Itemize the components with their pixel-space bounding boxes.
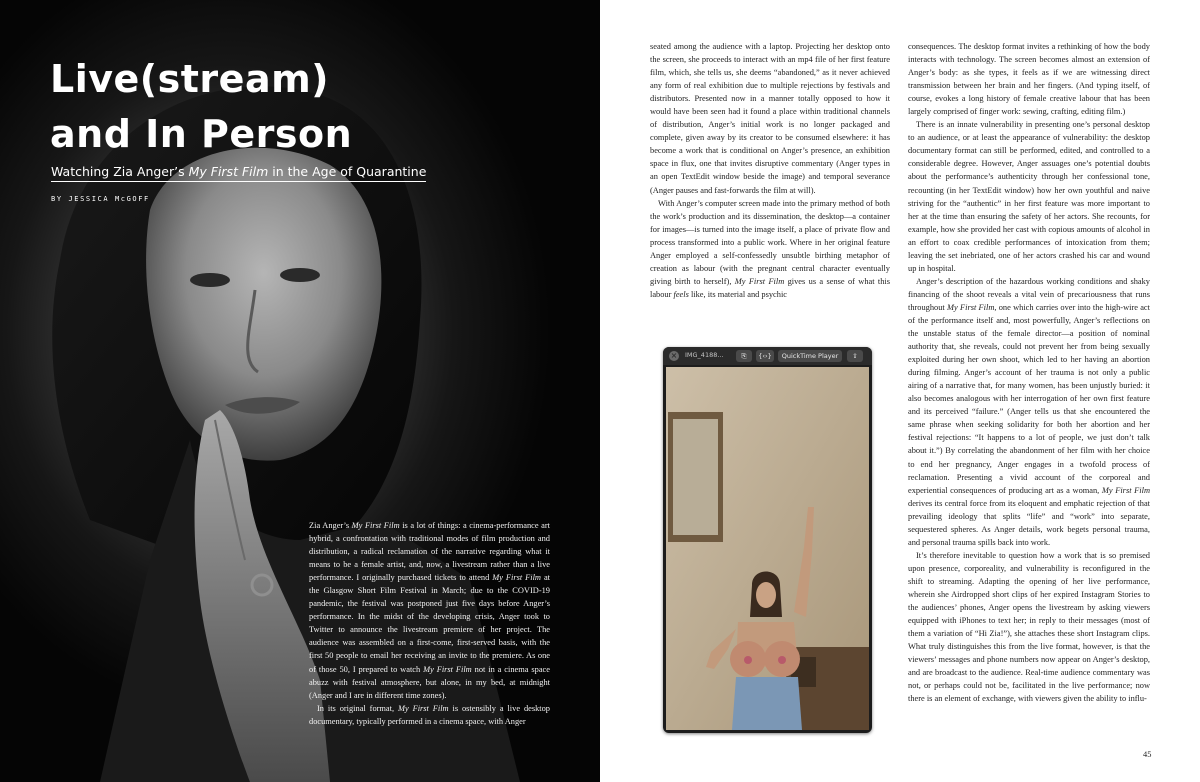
italic-title: My First Film — [397, 703, 449, 713]
italic-title: My First Film — [1101, 485, 1150, 495]
share-icon[interactable]: ⇪ — [847, 350, 863, 362]
page-number: 45 — [1143, 750, 1152, 759]
subtitle-film-title: My First Film — [188, 164, 269, 179]
paragraph: In its original format, My First Film is ostensibly a live desktop documentary, typically performed in a cinema space, with Anger — [309, 703, 550, 726]
close-icon[interactable]: × — [670, 351, 678, 360]
paragraph: There is an innate vulnerability in presenting one’s personal desktop to an audience, or at least the appearance of vulnerability: the desktop documentary format can still be performed, edited, and controlled to a considerable degree. However, Anger assuages one’s potential doubts about the performance’s authenticity through her confessional tone, recounting (in her TextEdit window) how her own youthful and naive striving for the “authentic” in her first feature was more important to her at the time than ensuring the safety of her actors. She recounts, for example, how she provided her cast with copious amounts of alcohol in an effort to coax credible performances of intoxication from them; leaving the set inebriated, one of her actors crashed his car and wound up in hospital. — [908, 120, 1150, 273]
article-subtitle — [51, 164, 426, 182]
right-body-column-2 — [908, 40, 1150, 740]
video-frame — [666, 367, 869, 730]
headline-line-1: Live(stream) — [50, 57, 330, 101]
paragraph: With Anger’s computer screen made into the primary method of both the work’s production and its dissemination, the desktop—a container for images—is turned into the image itself, a place of private flow and process transformed into a public work. Where in her original feature Anger employed a self-confessedly unsubtle birthing metaphor of creation as labour (with the pregnant central character eventually giving birth to herself), My First Film gives us a sense of what this labour feels like, its material and psychic — [650, 198, 890, 299]
open-with-quicktime-button[interactable]: QuickTime Player — [778, 350, 842, 362]
paragraph: Anger’s description of the hazardous working conditions and shaky financing of the shoot reveals a vital vein of precariousness that runs throughout My First Film, one which carries over into the high-wire act of the performance itself and, most powerfully, Anger’s reflections on the unstable status of the female director—a position of nominal authority that, she reveals, could not prevent her from being sexually exploited during her own shoot, which led to her having an abortion during filming. Anger’s account of her trauma is not only a public airing of a narrative that, for many women, has been unjustly buried: it also becomes analogous with her interrogation of her own first feature and its perceived “failure.” (Anger tells us that she encountered the same phrase when seeking solidarity for both her abortion and her festival rejections: “It happens to a lot of people, we just don’t talk about it.”) By correlating the abandonment of her film with her choice to end her pregnancy, Anger engages in a twofold process of reclamation. Presenting a vivid account of the corporeal and experiential consequences of producing art as a woman, My First Film derives its central force from its eloquent and emphatic rejection of that prevailing ideology that splits “life” and “work” into separate, sequestered spheres. As Anger details, work begets personal trauma, and personal trauma spills back into work. — [908, 276, 1150, 547]
author-byline: BY JESSICA McGOFF — [51, 195, 150, 203]
italic-title: My First Film — [947, 302, 995, 312]
italic-title: My First Film — [492, 573, 541, 583]
paragraph: Zia Anger’s My First Film is a lot of things: a cinema-performance art hybrid, a confrontation with traditional modes of film production and distribution, a radical reclamation of the narrative regarding what it means to be a female artist, and, now, a livestream rather than a live performance. I originally purchased tickets to attend My First Film at the Glasgow Short Film Festival in March; due to the COVID-19 pandemic, the festival was postponed just five days before Anger’s performance. In the midst of the developing crisis, Anger took to Twitter to announce the livestream premiere of her project. The audience was assembled on a first-come, first-served basis, with the first 50 people to email her receiving an invite to the premiere. As one of those 50, I prepared to watch My First Film not in a cinema space abuzz with festival atmosphere, but alone, in my bed, at midnight (Anger and I are in different time zones). — [309, 521, 550, 700]
italic-title: My First Film — [734, 276, 785, 286]
italic-title: feels — [673, 289, 689, 299]
right-body-column-1 — [650, 40, 890, 310]
italic-title: My First Film — [423, 664, 472, 674]
trim-icon[interactable]: ⎘ — [736, 350, 752, 362]
headline-line-2: and In Person — [50, 112, 353, 156]
article-headline — [50, 52, 470, 162]
paragraph: seated among the audience with a laptop. Projecting her desktop onto the screen, she proceeds to interact with an mp4 file of her first feature film, which, she tells us, she deems “abandoned,” as it never achieved any form of real exhibition due to multiple rejections by festivals and distributors. Presented now in a manner totally opposed to how it would have been seen had it found a place within traditional channels of distribution, Anger’s initial work is no longer packaged and complete, given away by its creator to be consumed elsewhere: it has become a work that is conditional on Anger’s presence, an exhibition space in flux, one that invites disruptive commentary (Anger types in an open TextEdit window beside the image) and temporal severance (Anger pauses and fast-forwards the film at will). — [650, 42, 890, 195]
right-page-spread — [600, 0, 1200, 782]
paragraph: It’s therefore inevitable to question how a work that is so premised upon presence, corporeality, and vulnerability is reconfigured in the shift to streaming. Adapting the opening of her live performance, wherein she Airdropped short clips of her expired Instagram Stories to the audiences’ phones, Anger opens the livestream by asking viewers equipped with iPhones to text her; in reply to their messages (most of them a variation of “Hi Zia!”), she attaches these short Instagram clips. What truly distinguishes this from the live format, however, is that the viewers’ messages and phone numbers now appear on Anger’s desktop, and are broadcast to the audience. Real-time audience commentary was not, or perhaps could not be, facilitated in the live performance; now there is an element of exchange, with viewers given the ability to influ- — [908, 550, 1150, 704]
left-body-column — [309, 519, 550, 728]
quicktime-titlebar — [663, 347, 872, 365]
rotate-icon[interactable]: {‹›} — [756, 350, 774, 362]
subtitle-suffix: in the Age of Quarantine — [268, 164, 427, 179]
subtitle-prefix: Watching Zia Anger’s — [51, 164, 189, 179]
quicktime-player-window — [663, 347, 872, 733]
italic-title: My First Film — [351, 521, 400, 530]
paragraph: consequences. The desktop format invites a rethinking of how the body interacts with technology. The screen becomes almost an extension of Anger’s body: as she types, it feels as if we are witnessing direct transmission between her brain and her fingers. (And typing itself, of course, evokes a long history of female creative labour that has been largely comprised of finger work: sewing, crafting, editing film.) — [908, 42, 1150, 117]
quicktime-filename: IMG_4188... — [685, 351, 724, 359]
